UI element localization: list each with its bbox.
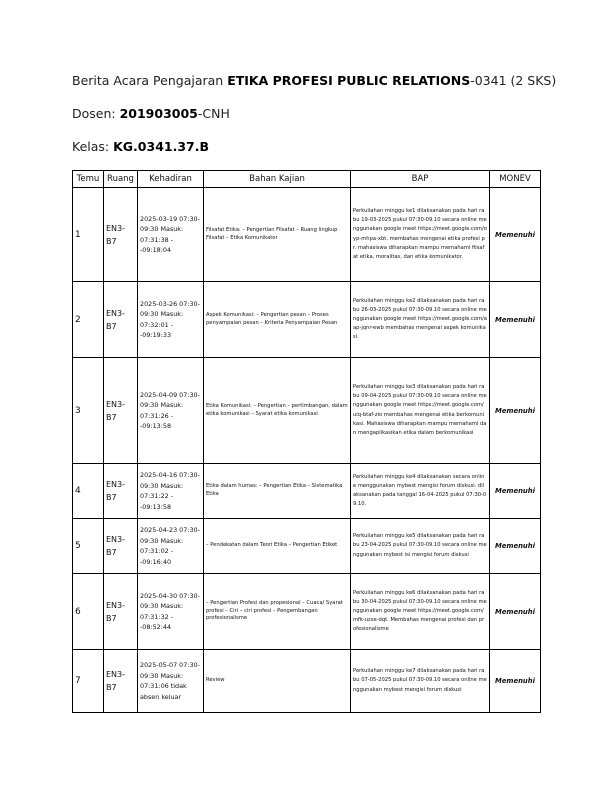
cell-bap: Perkuliahan minggu ke6 dilaksanakan pada hari rabu 30-04-2025 pukul 07:30-09.10 secara online menggunakan google meet https://meet.google.com/mfk-uzse-dqt. Membahas mengenai profesi dan profesionalisme <box>351 574 490 650</box>
table-header-row <box>73 171 541 188</box>
cell-kehadiran: 2025-04-09 07:30-09:30 Masuk: 07:31:26 --09:13:58 <box>138 358 204 464</box>
cell-kehadiran: 2025-03-26 07:30-09:30 Masuk: 07:32:01 --09:19:33 <box>138 282 204 358</box>
cell-bahan-kajian: Etika dalam humas: – Pengertian Etika – Sistematika Etika <box>204 464 351 519</box>
cell-bap: Perkuliahan minggu ke2 dilaksanakan pada hari rabu 26-03-2025 pukul 07:30-09.10 secara online menggunakan google meet https://meet.google.com/aap-jqnr-ewb membahas mengenai aspek komunikasi. <box>351 282 490 358</box>
cell-bap: Perkuliahan minggu ke7 dilaksanakan pada hari rabu 07-05-2025 pukul 07:30-09.10 secara online menggunakan mybest mengisi forum diskusi <box>351 650 490 713</box>
cell-ruang: EN3-B7 <box>104 188 138 282</box>
cell-bap: Perkuliahan minggu ke4 dilaksanakan secara online menggunakan mybest mengisi forum diskusi. dilaksanakan pada tanggal 16-04-2025 pukul 07:30-09.10. <box>351 464 490 519</box>
cell-kehadiran: 2025-05-07 07:30-09:30 Masuk: 07:31:06 tidak absen keluar <box>138 650 204 713</box>
dosen-label: Dosen: <box>72 106 120 121</box>
table-row <box>73 358 541 464</box>
cell-bahan-kajian: Review <box>204 650 351 713</box>
dosen-line <box>72 106 230 121</box>
cell-monev: Memenuhi <box>490 188 541 282</box>
column-header-ruang: Ruang <box>104 171 138 188</box>
column-header-bap: BAP <box>351 171 490 188</box>
cell-bahan-kajian: – Pengertian Profesi dan propesional – Cuaca/ Syarat profesi – Ciri – ciri profesi – Pengembangan profesionalisme <box>204 574 351 650</box>
table-row <box>73 464 541 519</box>
cell-ruang: EN3-B7 <box>104 650 138 713</box>
dosen-id: 201903005 <box>119 106 198 121</box>
cell-monev: Memenuhi <box>490 358 541 464</box>
bap-table <box>72 170 541 713</box>
cell-temu: 3 <box>73 358 104 464</box>
course-code: -0341 (2 SKS) <box>470 73 557 88</box>
cell-bap: Perkuliahan minggu ke1 dilaksanakan pada hari rabu 19-03-2025 pukul 07:30-09.10 secara online menggunakan google meet https://meet.google.com/oyp-mhpa-xbt. membahas mengenai etika profesi pr. mahasiswa diharapkan mampu memahami filsafat etika, moralitas, dan etika komunikator. <box>351 188 490 282</box>
cell-ruang: EN3-B7 <box>104 464 138 519</box>
cell-ruang: EN3-B7 <box>104 574 138 650</box>
cell-monev: Memenuhi <box>490 650 541 713</box>
cell-temu: 7 <box>73 650 104 713</box>
cell-bahan-kajian: – Pendekatan dalam Teori Etika – Pengertian Etiket <box>204 519 351 574</box>
title-prefix: Berita Acara Pengajaran <box>72 73 228 88</box>
cell-temu: 6 <box>73 574 104 650</box>
cell-ruang: EN3-B7 <box>104 358 138 464</box>
cell-monev: Memenuhi <box>490 574 541 650</box>
cell-bahan-kajian: Aspek Komunikasi: – Pengertian pesan – Proses penyampaian pesan – Kriteria Penyampaian Pesan <box>204 282 351 358</box>
kelas-value: KG.0341.37.B <box>113 139 210 154</box>
cell-ruang: EN3-B7 <box>104 282 138 358</box>
cell-bahan-kajian: Etika Komunikasi: – Pengertian – pertimbangan, dalam etika komunikasi – Syarat etika komunikasi <box>204 358 351 464</box>
cell-temu: 1 <box>73 188 104 282</box>
cell-bahan-kajian: Filsafat Etika: – Pengertian Filsafat – Ruang lingkup Filsafat – Etika Komunikator <box>204 188 351 282</box>
cell-kehadiran: 2025-04-30 07:30-09:30 Masuk: 07:31:32 --08:52:44 <box>138 574 204 650</box>
cell-temu: 4 <box>73 464 104 519</box>
table-row <box>73 574 541 650</box>
dosen-suffix: -CNH <box>197 106 230 121</box>
cell-monev: Memenuhi <box>490 519 541 574</box>
course-name: ETIKA PROFESI PUBLIC RELATIONS <box>227 73 471 88</box>
column-header-monev: MONEV <box>490 171 541 188</box>
column-header-temu: Temu <box>73 171 104 188</box>
kelas-line <box>72 139 209 154</box>
column-header-bahan-kajian: Bahan Kajian <box>204 171 351 188</box>
cell-kehadiran: 2025-03-19 07:30-09:30 Masuk: 07:31:38 --09:18:04 <box>138 188 204 282</box>
table-row <box>73 650 541 713</box>
cell-kehadiran: 2025-04-23 07:30-09:30 Masuk: 07:31:02 --09:16:40 <box>138 519 204 574</box>
kelas-label: Kelas: <box>72 139 114 154</box>
column-header-kehadiran: Kehadiran <box>138 171 204 188</box>
document-title <box>72 73 556 88</box>
cell-monev: Memenuhi <box>490 464 541 519</box>
cell-bap: Perkuliahan minggu ke3 dilaksanakan pada hari rabu 09-04-2025 pukul 07:30-09.10 secara online menggunakan google meet https://meet.google.com/uiq-btaf-zio membahas mengenai etika berkomunikasi. Mahasiswa diharapkan mampu memahami dan mengaplikasikan etika dalam berkomunikasi <box>351 358 490 464</box>
table-row <box>73 519 541 574</box>
cell-monev: Memenuhi <box>490 282 541 358</box>
cell-kehadiran: 2025-04-16 07:30-09:30 Masuk: 07:31:22 --09:13:58 <box>138 464 204 519</box>
table-row <box>73 282 541 358</box>
cell-temu: 2 <box>73 282 104 358</box>
cell-bap: Perkuliahan minggu ke5 dilaksanakan pada hari rabu 23-04-2025 pukul 07:30-09.10 secara online menggunakan mybest isi mengisi forum diskusi <box>351 519 490 574</box>
cell-temu: 5 <box>73 519 104 574</box>
table-row <box>73 188 541 282</box>
cell-ruang: EN3-B7 <box>104 519 138 574</box>
